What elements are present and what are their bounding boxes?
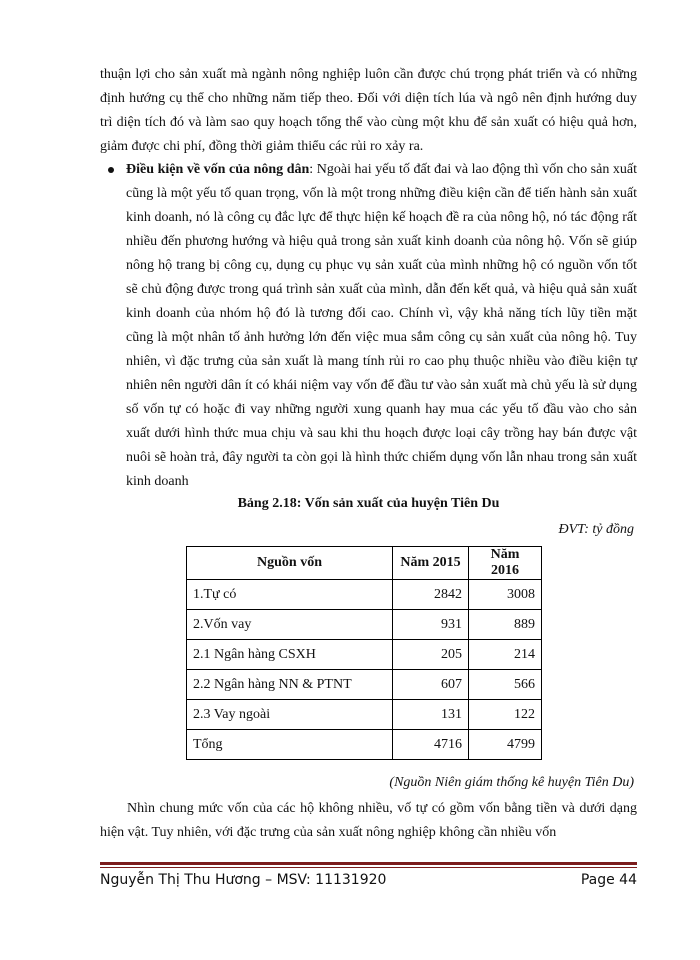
row-2015: 205 [393,640,469,670]
row-2015: 931 [393,610,469,640]
footer-page-number: Page 44 [580,872,637,888]
capital-table [186,546,542,760]
bullet-body: : Ngoài hai yếu tố đất đai và lao động thì vốn cho sản xuất cũng là một yếu tố quan trọng, vốn là một trong những điều kiện cần để tiến hành sản xuất kinh doanh, nó là công cụ đắc lực để thực hiện kế hoạch đề ra của nông hộ, nó tác động rất nhiều đến phương hướng và hiệu quả trong sản xuất kinh doanh của nông hộ. Vốn sẽ giúp nông hộ trang bị công cụ, dụng cụ phục vụ sản xuất của mình những hộ có nguồn vốn tốt sẽ chủ động được trong quá trình sản xuất của mình, dẫn đến kết quả, và hiệu quả sản xuất kinh doanh của nhóm hộ đó là tương đối cao. Chính vì, vậy khả năng tích lũy tiền mặt cũng là một nhân tố ảnh hưởng lớn đến việc mua sắm công cụ sản xuất của nông hộ. Tuy nhiên, vì đặc trưng của sản xuất là mang tính rủi ro cao phụ thuộc nhiều vào điều kiện tự nhiên nên người dân ít có khái niệm vay vốn để đầu tư vào sản xuất mà chủ yếu là sử dụng số vốn tự có hoặc đi vay những người xung quanh hay mua các yếu tố đầu vào cho sản xuất dưới hình thức mua chịu và sau khi thu hoạch được loại cây trồng hay bán được vật nuôi sẽ hoàn trả, đây người ta còn gọi là hình thức chiếm dụng vốn lẫn nhau trong sản xuất kinh doanh [126,162,637,489]
header-2016: Năm 2016 [469,547,542,580]
row-label: 2.1 Ngân hàng CSXH [187,640,393,670]
row-2015: 4716 [393,730,469,760]
row-2016: 566 [469,670,542,700]
table-row [187,670,542,700]
table-source: (Nguồn Niên giám thống kê huyện Tiên Du) [389,775,634,790]
row-2016: 889 [469,610,542,640]
table-row [187,610,542,640]
bullet-paragraph [126,158,637,494]
footer-author: Nguyễn Thị Thu Hương – MSV: 11131920 [100,872,387,888]
row-label: 2.Vốn vay [187,610,393,640]
table-row [187,730,542,760]
footer-rule-thick [100,862,637,865]
table-unit: ĐVT: tỷ đồng [558,522,634,537]
header-source: Nguồn vốn [187,547,393,580]
row-2016: 4799 [469,730,542,760]
row-2015: 607 [393,670,469,700]
row-2015: 2842 [393,580,469,610]
bullet-dot-icon [108,167,114,173]
bullet-item [108,158,637,494]
row-label: 2.2 Ngân hàng NN & PTNT [187,670,393,700]
row-2016: 214 [469,640,542,670]
table-row [187,700,542,730]
table-header-row [187,547,542,580]
header-2015: Năm 2015 [393,547,469,580]
row-2016: 122 [469,700,542,730]
row-label: 2.3 Vay ngoài [187,700,393,730]
closing-paragraph: Nhìn chung mức vốn của các hộ không nhiều, vố tự có gồm vốn bằng tiền và dưới dạng hiện vật. Tuy nhiên, với đặc trưng của sản xuất nông nghiệp không cần nhiều vốn [100,801,637,840]
row-2015: 131 [393,700,469,730]
row-2016: 3008 [469,580,542,610]
table-row [187,640,542,670]
bullet-title: Điều kiện về vốn của nông dân [126,162,310,177]
footer-rule-thin [100,867,637,868]
row-label: Tổng [187,730,393,760]
table-caption: Bảng 2.18: Vốn sản xuất của huyện Tiên Du [237,496,500,511]
row-label: 1.Tự có [187,580,393,610]
table-row [187,580,542,610]
intro-paragraph: thuận lợi cho sản xuất mà ngành nông nghiệp luôn cần được chú trọng phát triển và có những định hướng cụ thể cho những năm tiếp theo. Đối với diện tích lúa và ngô nên định hướng duy trì diện tích đó và làm sao quy hoạch tổng thể vào cùng một khu để sản xuất có hiệu quả hơn, giảm được chi phí, đồng thời giảm thiểu các rủi ro xảy ra. [100,67,637,154]
